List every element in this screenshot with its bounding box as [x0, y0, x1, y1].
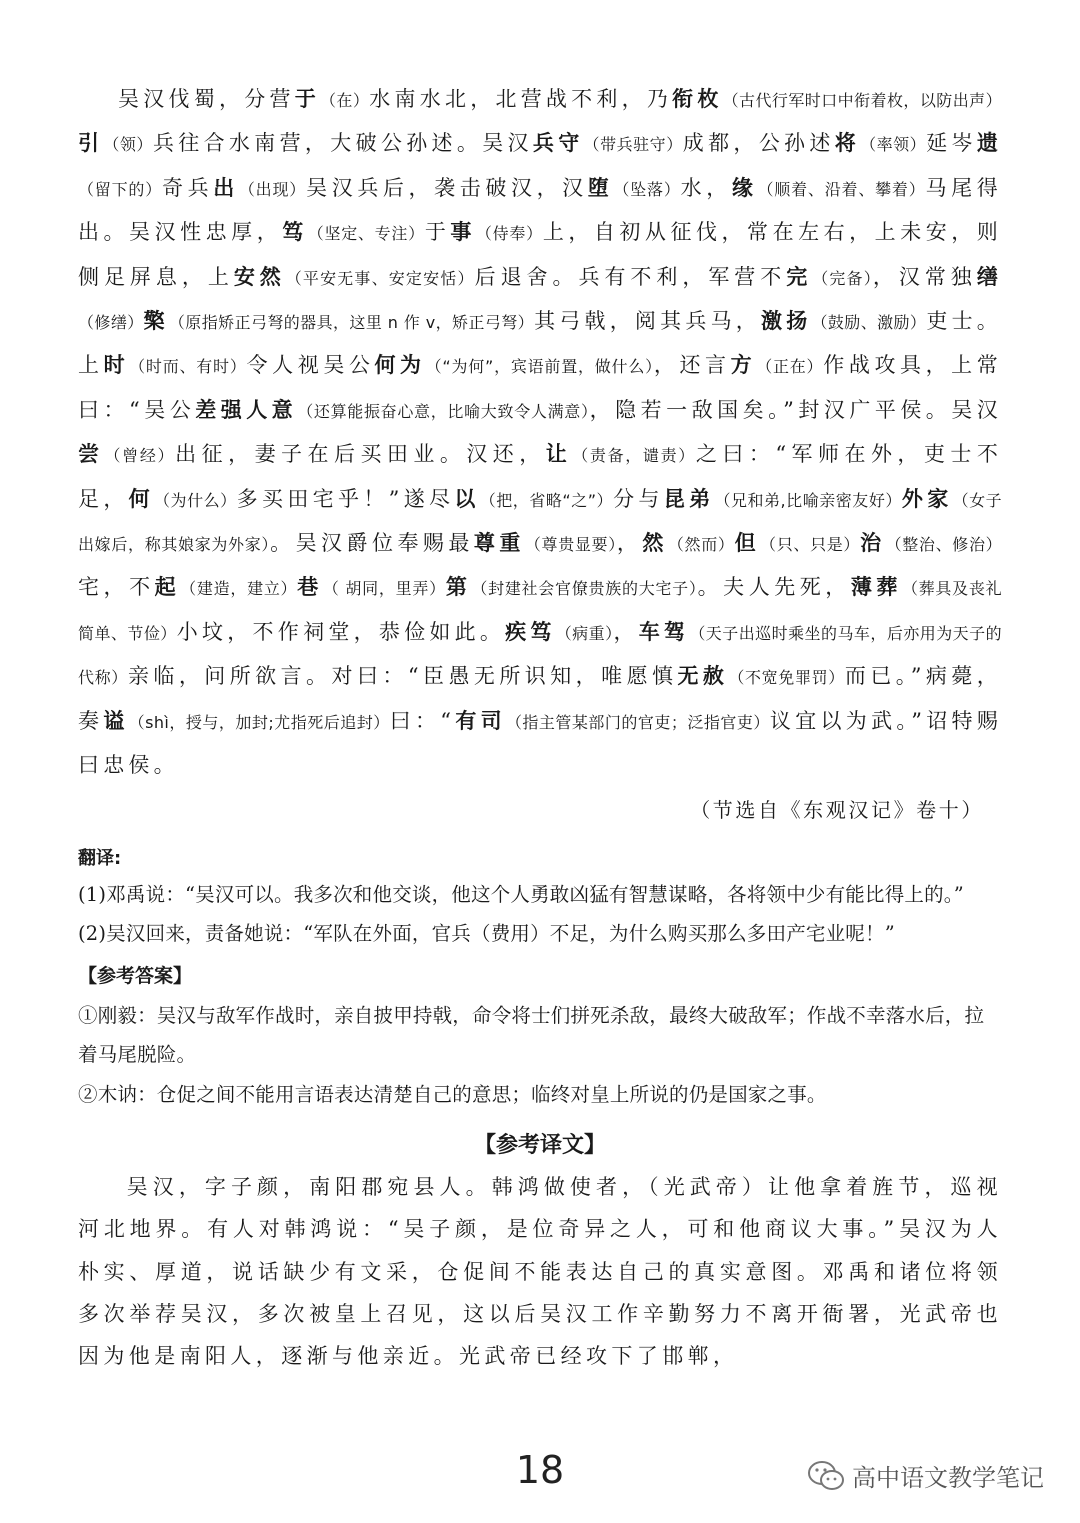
annotation: （为什么）	[154, 490, 237, 510]
passage-text: 其弓戟，阅其兵马，	[534, 309, 762, 334]
keyword: 让	[545, 442, 573, 467]
reference-translation-text	[78, 1166, 1002, 1377]
classical-passage	[78, 78, 1002, 787]
keyword: 引	[78, 131, 104, 156]
annotation: （完备）	[812, 268, 873, 288]
passage-text: ，隐若一敌国矣。”封汉广平侯。吴汉	[589, 397, 1002, 422]
annotation: （然而）	[667, 535, 735, 555]
annotation: （平安无事、安定安恬）	[285, 268, 475, 288]
passage-text: 分与	[613, 486, 664, 511]
annotation: （责备，谴责）	[572, 446, 696, 466]
annotation: （把，省略“之”）	[479, 490, 614, 510]
annotation: （坚定、专注）	[307, 224, 425, 244]
keyword: 但	[734, 531, 761, 556]
keyword: 车驾	[638, 619, 690, 644]
keyword: 方	[730, 353, 757, 378]
annotation: （率领）	[860, 135, 927, 155]
keyword: 有司	[455, 708, 506, 733]
annotation: （领）	[103, 135, 153, 155]
keyword: 外家	[901, 486, 953, 511]
annotation: （坠落）	[613, 179, 681, 199]
page-number: 18	[515, 1448, 565, 1492]
annotation: （带兵驻守）	[583, 135, 683, 155]
annotation: （还算能振奋心意，比喻大致令人满意）	[297, 401, 590, 421]
keyword: 起	[154, 575, 181, 600]
translation-title: 翻译:	[78, 847, 122, 869]
answer-line-2: ②木讷：仓促之间不能用言语表达清楚自己的意思；临终对皇上所说的仍是国家之事。	[78, 1082, 827, 1106]
passage-text: 兵往合水南营，大破公孙述。吴汉	[152, 131, 533, 156]
passage-text: 于	[424, 220, 451, 245]
passage-text: 宅，不	[78, 575, 155, 600]
annotation: （封建社会官僚贵族的大宅子）	[471, 579, 698, 599]
annotation: （建造，建立）	[180, 579, 298, 599]
passage-source: （节选自《东观汉记》卷十）	[690, 797, 984, 822]
passage-text: 延岑	[926, 131, 977, 156]
keyword: 于	[294, 87, 320, 111]
annotation: （只、只是）	[760, 535, 861, 555]
keyword: 事	[450, 220, 476, 245]
keyword: 檠	[143, 309, 169, 334]
annotation: （鼓励、激励）	[811, 313, 927, 333]
passage-text: 多买田宅乎！”遂尽	[236, 486, 455, 511]
keyword: 何	[128, 486, 155, 511]
keyword: 激扬	[761, 309, 812, 334]
document-page	[78, 78, 1002, 1377]
annotation: （原指矫正弓弩的器具，这里 n 作 v，矫正弓弩）	[168, 313, 535, 333]
keyword: 时	[103, 353, 130, 378]
answer-line-1: ①刚毅：吴汉与敌军作战时，亲自披甲持戟，命令将士们拼死杀敌，最终大破敌军；作战不幸落水后，拉着马尾脱险。	[78, 1003, 985, 1066]
annotation: （“为何”，宾语前置，做什么）	[425, 357, 654, 377]
keyword: 巷	[297, 575, 323, 600]
keyword: 谥	[103, 708, 129, 733]
annotation: （侍奉）	[475, 224, 543, 244]
keyword: 疾笃	[505, 619, 556, 644]
keyword: 衔枚	[672, 87, 723, 111]
answer-title: 【参考答案】	[78, 964, 193, 987]
keyword: 完	[786, 264, 813, 289]
keyword: 缘	[731, 175, 758, 200]
passage-text: 水南水北，北营战不利，乃	[369, 87, 673, 111]
passage-text: 吴汉兵后，袭击破汉，汉	[306, 175, 588, 200]
keyword: 尊重	[473, 531, 525, 556]
keyword: 何为	[374, 353, 426, 378]
passage-text: ，	[616, 531, 643, 556]
keyword: 将	[834, 131, 861, 156]
passage-text: 亲临，问所欲言。对曰：“臣愚无所识知，唯愿慎	[127, 664, 678, 689]
passage-text: 。夫人先死，	[697, 575, 851, 600]
keyword: 出	[213, 175, 239, 200]
annotation: （顺着、沿着、攀着）	[757, 179, 926, 199]
passage-text: 吴汉伐蜀，分营	[118, 87, 295, 111]
passage-text: 曰：“	[389, 708, 456, 733]
keyword: 安然	[233, 264, 286, 289]
translation-line-1: (1)邓禹说：“吴汉可以。我多次和他交谈，他这个人勇敢凶猛有智慧谋略，各将领中少有能比得上的。”	[78, 882, 964, 906]
keyword: 昆弟	[663, 486, 715, 511]
annotation: （正在）	[756, 357, 824, 377]
passage-text: 出征，妻子在后买田业。汉还，	[175, 442, 546, 467]
passage-text: 令人视吴公	[246, 353, 375, 378]
keyword: 差强人意	[195, 397, 298, 422]
watermark-text: 高中语文教学笔记	[852, 1464, 1044, 1492]
annotation: （曾经）	[104, 446, 176, 466]
annotation: （时而、有时）	[129, 357, 247, 377]
passage-text: 水，	[680, 175, 732, 200]
annotation: （不宽免罪罚）	[728, 668, 845, 688]
passage-text: 。吴汉爵位奉赐最	[270, 531, 474, 556]
annotation: （出现）	[238, 179, 307, 199]
annotation: （在）	[319, 91, 370, 110]
keyword: 无赦	[677, 664, 729, 689]
translation-line-2: (2)吴汉回来，责备她说：“军队在外面，官兵（费用）不足，为什么购买那么多田产宅业呢！”	[78, 922, 895, 945]
annotation: （指主管某部门的官吏；泛指官吏）	[505, 712, 770, 732]
passage-text: 议宜以为武。”诏特赐曰忠侯。	[78, 708, 1003, 778]
passage-text: 成都，公孙述	[682, 131, 835, 156]
keyword: 以	[454, 486, 480, 511]
keyword: 然	[642, 531, 668, 556]
annotation: （天子出巡时乘坐的马车，后亦用为天子的代称）	[78, 623, 1003, 688]
reference-translation-body: 吴汉，字子颜，南阳郡宛县人。韩鸿做使者，（光武帝）让他拿着旌节，巡视河北地界。有人对韩鸿说：“吴子颜，是位奇异之人，可和他商议大事。”吴汉为人朴实、厚道，说话缺少有文采，仓促间不能表达自己的真实意图。邓禹和诸位将领多次举荐吴汉，多次被皇上召见，这以后吴汉工作辛勤努力不离开衙署，光武帝也因为他是南阳人，逐渐与他亲近。光武帝已经攻下了邯郸，	[78, 1175, 1002, 1369]
keyword: 尝	[78, 442, 105, 467]
watermark	[806, 1458, 1044, 1493]
annotation: （留下的）	[78, 179, 163, 199]
annotation: （兄和弟,比喻亲密友好）	[714, 490, 902, 510]
passage-text: ，	[613, 619, 639, 644]
passage-text: ，汉常独	[872, 264, 977, 289]
passage-text: ，还言	[653, 353, 731, 378]
wechat-icon	[806, 1459, 846, 1493]
keyword: 薄葬	[850, 575, 902, 600]
passage-text: 小坟，不作祠堂，恭俭如此。	[176, 619, 506, 644]
passage-text: 后退舍。兵有不利，军营不	[474, 264, 787, 289]
annotation: （修缮）	[78, 313, 144, 333]
passage-text: 奇兵	[162, 175, 214, 200]
annotation: （古代行军时口中衔着枚，以防出声）	[722, 91, 1003, 110]
annotation: （ 胡同，里弄）	[322, 579, 446, 599]
passage-text: 上，自初从征伐，常在左右，上未安，则侧足屏息，上	[78, 220, 1002, 289]
passage-text: 而已。”病薨，奏	[78, 664, 1002, 733]
passage-text: 之曰：“军师在外，吏士不足，	[78, 442, 1003, 511]
annotation: （尊贵显要）	[524, 535, 617, 555]
passage-text: 马尾得出。吴汉性忠厚，	[78, 175, 1002, 245]
keyword: 缮	[976, 264, 1002, 289]
annotation: （女子出嫁后，称其娘家为外家）	[78, 490, 1003, 555]
keyword: 第	[445, 575, 472, 600]
keyword: 堕	[587, 175, 614, 200]
keyword: 遗	[976, 131, 1003, 156]
reference-translation-title: 【参考译文】	[473, 1133, 606, 1158]
passage-text: 作战攻具，上常曰：“吴公	[78, 353, 1002, 422]
keyword: 兵守	[532, 131, 584, 156]
annotation: （整治、修治）	[885, 535, 1003, 555]
passage-text: 吏士。上	[78, 309, 1002, 378]
annotation: （葬具及丧礼简单、节俭）	[78, 579, 1003, 643]
annotation: （shì，授与，加封;尤指死后追封）	[128, 712, 390, 732]
keyword: 治	[860, 531, 886, 556]
keyword: 笃	[282, 220, 308, 245]
annotation: （病重）	[555, 623, 614, 643]
